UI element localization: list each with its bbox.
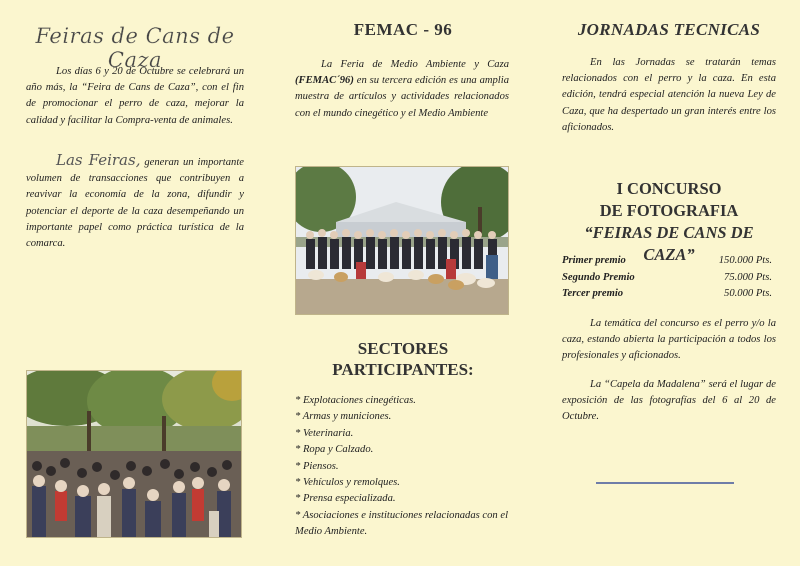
femac-paragraph [295, 57, 509, 122]
table-row [562, 253, 772, 270]
list-item: * Armas y municiones. [295, 411, 392, 423]
prize-label: Tercer premio [562, 288, 624, 299]
prize-amount: 150.000 Pts. [718, 255, 772, 266]
contest-theme-paragraph: La temática del concurso es el perro y/o la caza, estando abierta la participación a todos los profesionales y aficionados. [562, 318, 776, 362]
column-jornadas [562, 0, 776, 566]
feiras-title: Feiras de Cans de Caza [35, 24, 235, 72]
feiras-script-lead: Las Feiras, [56, 151, 141, 169]
femac-text-pre: La Feria de Medio Ambiente y Caza [321, 59, 509, 70]
sectors-list [295, 393, 509, 541]
group-with-dogs-photo-image [296, 167, 508, 314]
fair-crowd-photo-image [27, 371, 241, 537]
table-row [562, 270, 772, 287]
exhibition-paragraph: La “Capela da Madalena” será el lugar de exposición de las fotografías del 6 al 20 de Octubre. [562, 379, 776, 423]
feiras-economy-text: generan un importante volumen de transacciones que contribuyen a reavivar la economía de la zona, difundir y potenciar el deporte de la caza desempeñando un importante papel como práctica turística de la comarca. [26, 157, 244, 250]
prize-label: Segundo Premio [562, 271, 635, 283]
column-feiras [26, 0, 244, 566]
femac-title: FEMAC - 96 [353, 20, 453, 39]
contest-title-line1: I CONCURSO [616, 179, 722, 198]
feiras-economy-paragraph [26, 152, 244, 252]
list-item: * Veterinaria. [295, 427, 354, 439]
list-item: * Prensa especializada. [295, 493, 396, 505]
fair-crowd-photo [26, 370, 242, 538]
prize-amount: 75.000 Pts. [724, 271, 772, 283]
prizes-table [562, 253, 772, 303]
list-item: * Asociaciones e instituciones relacionadas con el Medio Ambiente. [295, 509, 509, 538]
decorative-rule [596, 482, 734, 484]
contest-title-line3: “FEIRAS DE CANS DE CAZA” [584, 223, 754, 264]
group-with-dogs-photo [295, 166, 509, 315]
sectors-title [295, 338, 511, 380]
list-item: * Piensos. [295, 460, 339, 472]
column-femac [295, 0, 511, 566]
jornadas-paragraph: En las Jornadas se tratarán temas relacionados con el perro y la caza. En esta edición, tendrá especial atención la nueva Ley de Caza, que ha despertado un gran interés entre los aficionados. [562, 57, 776, 133]
femac-acronym: (FEMAC´96) [295, 75, 354, 87]
list-item: * Vehículos y remolques. [295, 477, 400, 489]
feiras-intro-paragraph: Los días 6 y 20 de Octubre se celebrará un año más, la “Feira de Cans de Caza”, con el fin de promocionar el perro de caza, mejorar la calidad y facilitar la Compra-venta de animales. [26, 66, 244, 126]
table-row [562, 286, 772, 303]
prize-amount: 50.000 Pts. [724, 288, 772, 299]
sectors-title-line1: SECTORES [357, 339, 449, 358]
list-item: * Explotaciones cinegéticas. [295, 395, 416, 406]
prize-label: Primer premio [562, 255, 626, 266]
sectors-title-line2: PARTICIPANTES: [332, 360, 474, 379]
list-item: * Ropa y Calzado. [295, 444, 374, 456]
jornadas-title: JORNADAS TECNICAS [577, 20, 761, 39]
contest-title-line2: DE FOTOGRAFIA [599, 201, 739, 220]
femac-text-post: en su tercera edición es una amplia muestra de artículos y actividades relacionados con el mundo cinegético y el Medio Ambiente [295, 75, 509, 119]
